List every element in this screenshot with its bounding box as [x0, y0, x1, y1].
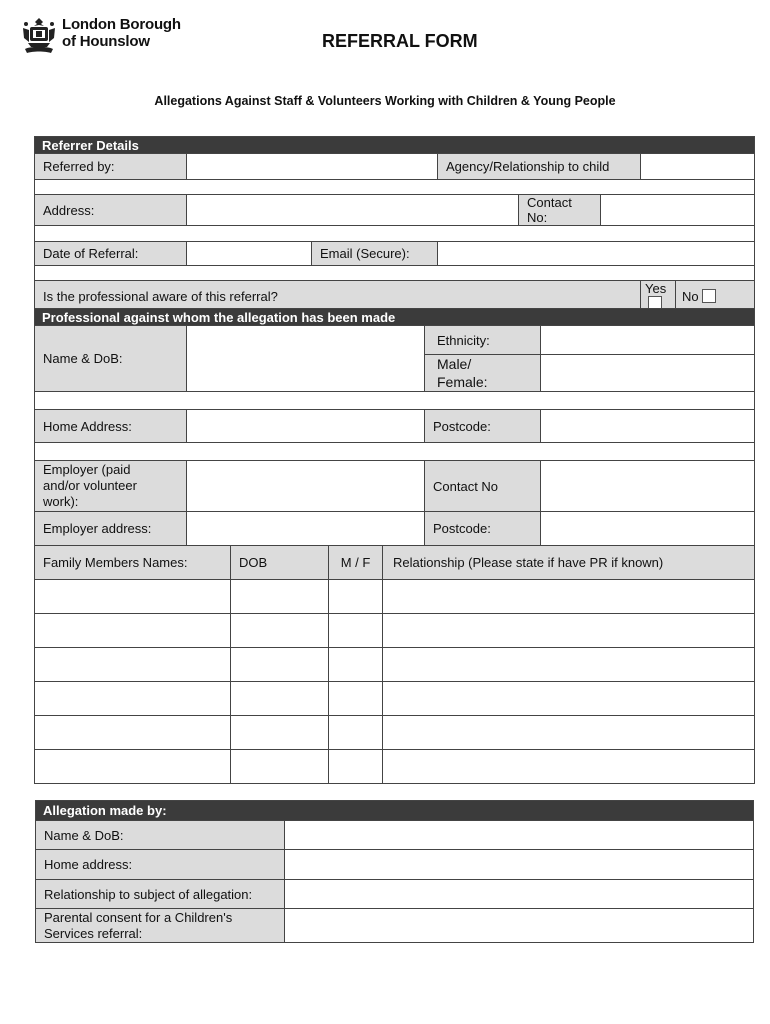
gender-label-line-1: Male/: [437, 356, 472, 372]
parental-consent-line-2: Services referral:: [44, 925, 143, 941]
family-gender-cell[interactable]: [329, 614, 383, 648]
spacer-row: [35, 180, 755, 195]
spacer-row: [35, 266, 755, 281]
allegation-home-address-label: Home address:: [36, 850, 285, 880]
gender-field[interactable]: [541, 355, 755, 392]
email-label: Email (Secure):: [312, 242, 438, 266]
family-relationship-cell[interactable]: [383, 716, 755, 750]
no-option[interactable]: [676, 281, 755, 312]
employer-label-line-2: and/or volunteer: [43, 478, 137, 493]
name-dob-field[interactable]: [187, 326, 425, 392]
no-checkbox[interactable]: [702, 289, 716, 303]
employer-postcode-label: Postcode:: [425, 512, 541, 546]
employer-address-field[interactable]: [187, 512, 425, 546]
crest-icon: [20, 16, 58, 56]
employer-address-label: Employer address:: [35, 512, 187, 546]
spacer-row: [35, 226, 755, 242]
employer-postcode-field[interactable]: [541, 512, 755, 546]
family-name-cell[interactable]: [35, 682, 231, 716]
professional-section-header: Professional against whom the allegation has been made: [35, 309, 755, 326]
family-dob-cell[interactable]: [231, 614, 329, 648]
family-dob-cell[interactable]: [231, 716, 329, 750]
family-name-cell[interactable]: [35, 716, 231, 750]
employer-field[interactable]: [187, 461, 425, 512]
gender-label-line-2: Female:: [437, 374, 488, 390]
family-dob-cell[interactable]: [231, 580, 329, 614]
logo-line-2: of Hounslow: [62, 33, 150, 50]
family-gender-cell[interactable]: [329, 648, 383, 682]
parental-consent-field[interactable]: [285, 909, 754, 943]
logo-line-1: London Borough: [62, 16, 181, 33]
home-address-field[interactable]: [187, 410, 425, 443]
employer-contact-field[interactable]: [541, 461, 755, 512]
professional-table: [34, 308, 755, 784]
address-field[interactable]: [187, 195, 519, 226]
employer-label-line-1: Employer (paid: [43, 462, 131, 477]
name-dob-label: Name & DoB:: [35, 326, 187, 392]
spacer-row: [35, 392, 755, 410]
agency-relationship-field[interactable]: [641, 154, 755, 180]
family-relationship-header: Relationship (Please state if have PR if known): [383, 546, 755, 580]
ethnicity-field[interactable]: [541, 326, 755, 355]
family-dob-cell[interactable]: [231, 648, 329, 682]
referrer-details-table: [34, 136, 755, 312]
family-row: [35, 648, 755, 682]
form-title: REFERRAL FORM: [322, 31, 478, 51]
family-name-cell[interactable]: [35, 750, 231, 784]
form-subtitle: Allegations Against Staff & Volunteers Working with Children & Young People: [154, 94, 616, 108]
postcode-label: Postcode:: [425, 410, 541, 443]
family-gender-cell[interactable]: [329, 716, 383, 750]
parental-consent-line-1: Parental consent for a Children's: [44, 909, 233, 925]
gender-label: [425, 355, 541, 392]
spacer-row: [35, 443, 755, 461]
employer-label-line-3: work):: [43, 494, 79, 509]
employer-label: [35, 461, 187, 512]
home-address-label: Home Address:: [35, 410, 187, 443]
family-name-cell[interactable]: [35, 648, 231, 682]
employer-contact-label: Contact No: [425, 461, 541, 512]
family-dob-cell[interactable]: [231, 750, 329, 784]
agency-relationship-label: Agency/Relationship to child: [438, 154, 641, 180]
date-of-referral-field[interactable]: [187, 242, 312, 266]
allegation-section-header: Allegation made by:: [36, 801, 754, 821]
family-gender-cell[interactable]: [329, 682, 383, 716]
allegation-home-address-field[interactable]: [285, 850, 754, 880]
no-label: No: [682, 288, 699, 304]
family-name-cell[interactable]: [35, 614, 231, 648]
aware-question-label: Is the professional aware of this referral?: [35, 281, 641, 312]
family-gender-cell[interactable]: [329, 580, 383, 614]
postcode-field[interactable]: [541, 410, 755, 443]
allegation-relationship-label: Relationship to subject of allegation:: [36, 880, 285, 909]
family-row: [35, 682, 755, 716]
family-names-header: Family Members Names:: [35, 546, 231, 580]
family-row: [35, 750, 755, 784]
family-dob-cell[interactable]: [231, 682, 329, 716]
parental-consent-label: [36, 909, 285, 943]
referrer-section-header: Referrer Details: [35, 137, 755, 154]
contact-no-label: Contact No:: [519, 195, 601, 226]
yes-label: Yes: [645, 281, 667, 296]
family-row: [35, 716, 755, 750]
family-dob-header: DOB: [231, 546, 329, 580]
address-label: Address:: [35, 195, 187, 226]
family-name-cell[interactable]: [35, 580, 231, 614]
logo-text: [62, 16, 181, 50]
family-row: [35, 580, 755, 614]
family-relationship-cell[interactable]: [383, 682, 755, 716]
family-relationship-cell[interactable]: [383, 614, 755, 648]
referred-by-label: Referred by:: [35, 154, 187, 180]
family-relationship-cell[interactable]: [383, 580, 755, 614]
allegation-table: [35, 800, 754, 943]
date-of-referral-label: Date of Referral:: [35, 242, 187, 266]
council-logo: [20, 16, 181, 56]
email-field[interactable]: [438, 242, 755, 266]
family-row: [35, 614, 755, 648]
yes-option[interactable]: [641, 281, 676, 312]
family-gender-header: M / F: [329, 546, 383, 580]
allegation-name-dob-field[interactable]: [285, 821, 754, 850]
contact-no-field[interactable]: [601, 195, 755, 226]
family-gender-cell[interactable]: [329, 750, 383, 784]
family-relationship-cell[interactable]: [383, 750, 755, 784]
allegation-name-dob-label: Name & DoB:: [36, 821, 285, 850]
allegation-relationship-field[interactable]: [285, 880, 754, 909]
referred-by-field[interactable]: [187, 154, 438, 180]
family-relationship-cell[interactable]: [383, 648, 755, 682]
ethnicity-label: Ethnicity:: [425, 326, 541, 355]
